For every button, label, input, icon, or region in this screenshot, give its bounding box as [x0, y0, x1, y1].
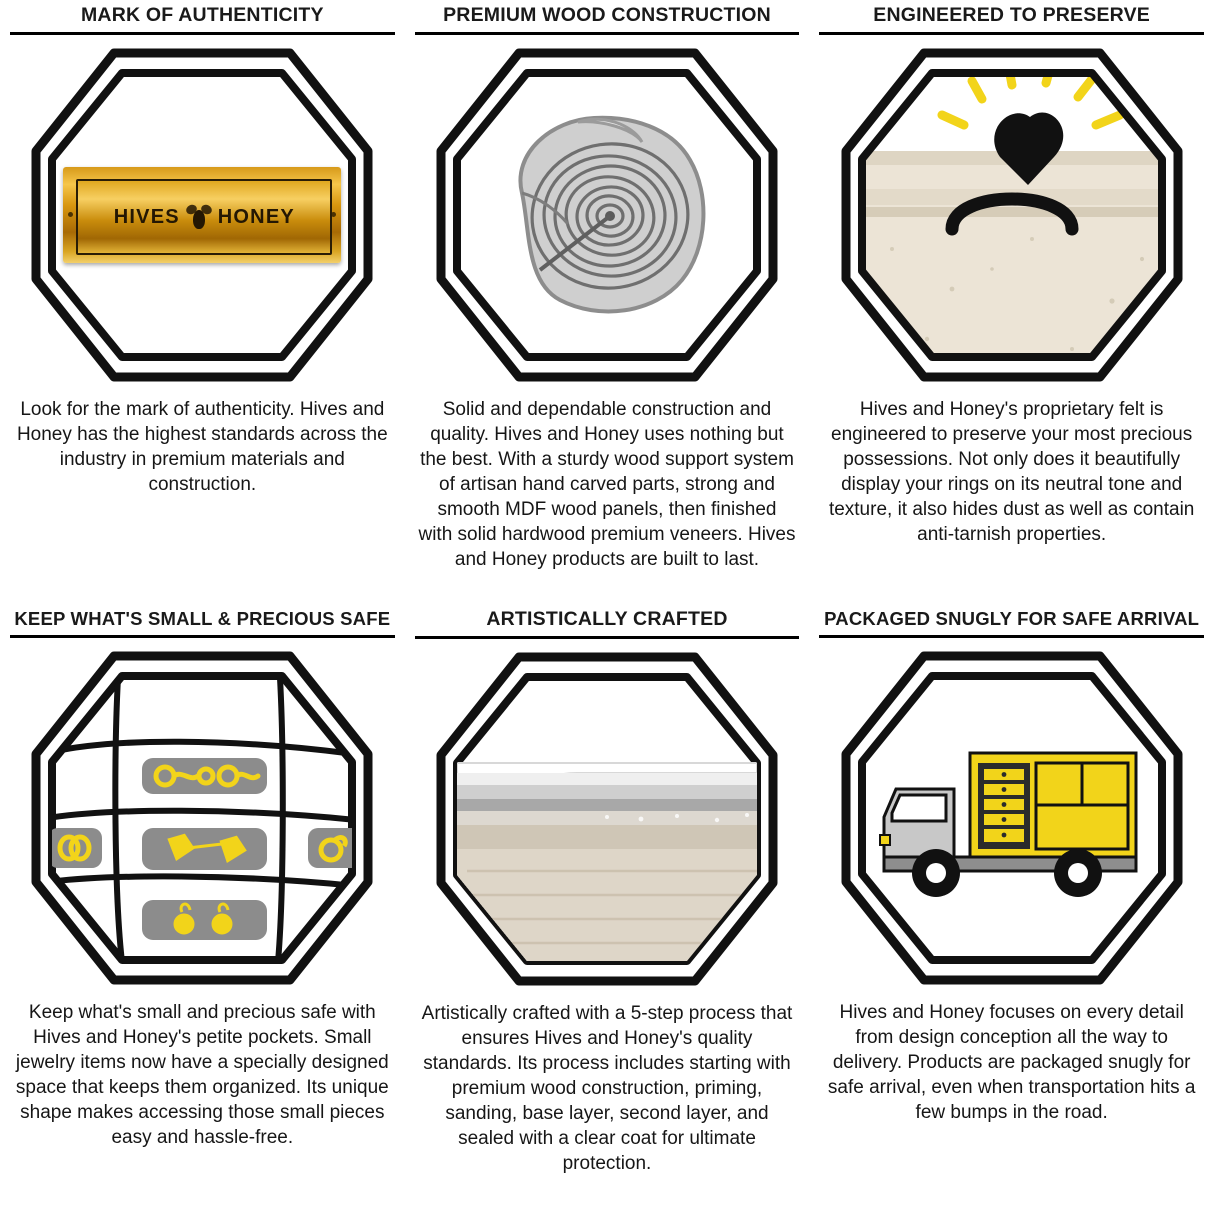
felt-ring-slot-icon	[832, 39, 1192, 391]
hex-badge	[427, 643, 787, 995]
hex-badge	[832, 642, 1192, 994]
divider	[819, 635, 1204, 638]
panel-title: ARTISTICALLY CRAFTED	[486, 608, 728, 630]
hex-graphic	[832, 642, 1192, 994]
panel-artistically-crafted	[405, 604, 810, 1208]
divider	[819, 32, 1204, 35]
panel-packaged-snugly-for-safe-arrival	[809, 604, 1214, 1208]
panel-heading-block	[415, 0, 800, 39]
delivery-truck-icon	[862, 731, 1162, 906]
panel-heading-block	[10, 0, 395, 39]
divider	[415, 32, 800, 35]
panel-engineered-to-preserve	[809, 0, 1214, 604]
panel-title: KEEP WHAT'S SMALL & PRECIOUS SAFE	[14, 608, 391, 629]
hex-graphic	[427, 39, 787, 391]
plaque-right-word: HONEY	[217, 205, 295, 228]
divider	[10, 32, 395, 35]
panel-caption: Keep what's small and precious safe with Hives and Honey's petite pockets. Small jewelry items now have a specially designed space that keeps them organized. Its unique shape makes accessing those small pieces easy and hassle-free.	[15, 1002, 389, 1148]
panel-title: PACKAGED SNUGLY FOR SAFE ARRIVAL	[824, 608, 1200, 629]
panel-caption: Hives and Honey focuses on every detail from design conception all the way to delivery. Products are packaged snugly for safe arrival, even when transportation hits a few bumps in the road.	[827, 1002, 1196, 1123]
panel-heading-block	[10, 604, 395, 642]
hex-badge	[832, 39, 1192, 391]
gold-plaque-icon	[63, 167, 341, 263]
hex-badge	[22, 642, 382, 994]
hexagon-frame-icon	[22, 642, 382, 994]
panel-caption: Hives and Honey's proprietary felt is engineered to preserve your most precious possessions. Not only does it beautifully display your rings on its neutral tone and texture, it also hides dust as well as contain anti-tarnish properties.	[828, 399, 1195, 545]
hexagon-frame-icon	[832, 39, 1192, 391]
hexagon-frame-icon	[427, 643, 787, 995]
plaque-left-word: HIVES	[113, 205, 180, 228]
panel-heading-block	[415, 604, 800, 643]
divider	[415, 636, 800, 639]
hex-badge	[427, 39, 787, 391]
panel-caption: Look for the mark of authenticity. Hives and Honey has the highest standards across the industry in premium materials and construction.	[16, 399, 388, 495]
wood-slice-icon	[482, 98, 732, 333]
panel-heading-block	[819, 0, 1204, 39]
panel-premium-wood-construction	[405, 0, 810, 604]
panel-caption: Artistically crafted with a 5-step process that ensures Hives and Honey's quality standards. Its process includes starting with premium wood construction, priming, sanding, base layer, second layer, and sealed with a clear coat for ultimate protection.	[421, 1003, 793, 1174]
panel-heading-block	[819, 604, 1204, 642]
panel-title: ENGINEERED TO PRESERVE	[873, 4, 1151, 26]
panel-caption: Solid and dependable construction and quality. Hives and Honey uses nothing but the best. With a sturdy wood support system of artisan hand carved parts, strong and smooth MDF wood panels, then finished with solid hardwood premium veneers. Hives and Honey products are built to last.	[418, 399, 796, 570]
bee-icon	[186, 203, 212, 231]
divider	[10, 635, 395, 638]
panel-mark-of-authenticity	[0, 0, 405, 604]
hex-badge	[22, 39, 382, 391]
panel-title: MARK OF AUTHENTICITY	[80, 4, 324, 26]
hex-graphic	[22, 39, 382, 391]
panel-title: PREMIUM WOOD CONSTRUCTION	[443, 4, 771, 26]
panel-keep-whats-small-precious-safe	[0, 604, 405, 1208]
